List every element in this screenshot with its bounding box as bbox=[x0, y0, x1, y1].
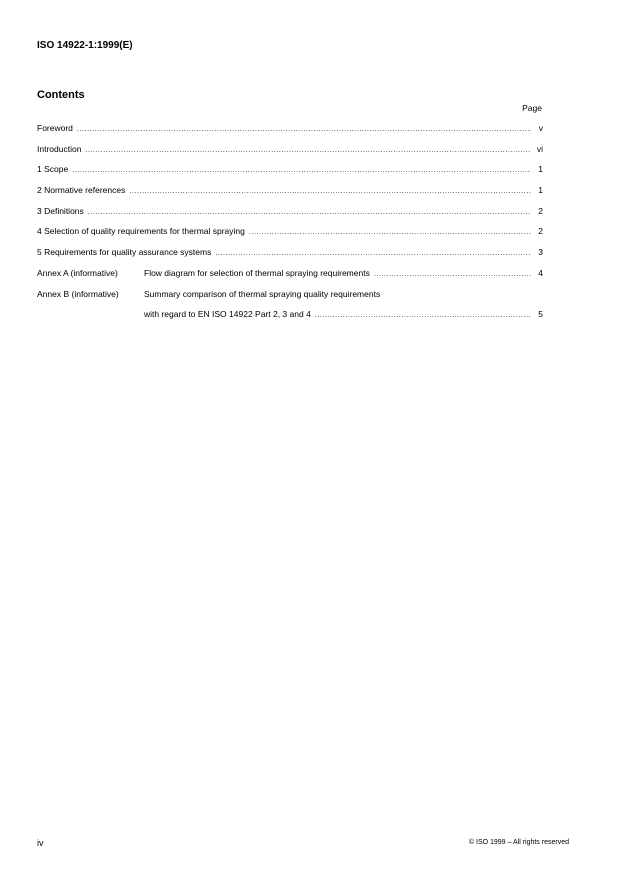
toc-entry-page: 3 bbox=[538, 247, 543, 258]
toc-entry-label bbox=[37, 289, 380, 299]
toc-entry-quality-assurance-systems[interactable] bbox=[37, 247, 543, 268]
annex-title: Summary comparison of thermal spraying quality requirements bbox=[144, 288, 381, 299]
table-of-contents bbox=[37, 123, 543, 330]
toc-entry-annex-a[interactable] bbox=[37, 268, 543, 289]
toc-entry-label: Foreword bbox=[37, 123, 73, 133]
dot-leader bbox=[88, 209, 531, 216]
toc-entry-annex-b-continued[interactable] bbox=[37, 309, 543, 330]
toc-entry-page: v bbox=[538, 123, 543, 133]
document-id: ISO 14922-1:1999(E) bbox=[37, 40, 133, 51]
toc-entry-label: 5 Requirements for quality assurance systems bbox=[37, 247, 212, 258]
contents-title: Contents bbox=[37, 89, 85, 101]
toc-entry-page: vi bbox=[536, 143, 543, 154]
toc-entry-page: 5 bbox=[538, 309, 543, 320]
footer-copyright: © ISO 1999 – All rights reserved bbox=[468, 839, 569, 846]
toc-entry-label bbox=[37, 268, 370, 278]
toc-entry-label: 2 Normative references bbox=[37, 185, 126, 196]
toc-entry-definitions[interactable] bbox=[37, 206, 543, 227]
toc-entry-selection-of-quality-requirements[interactable] bbox=[37, 226, 543, 247]
toc-entry-label: 4 Selection of quality requirements for thermal spraying bbox=[37, 226, 245, 237]
toc-entry-page: 1 bbox=[538, 164, 543, 175]
dot-leader bbox=[215, 250, 531, 257]
dot-leader bbox=[315, 312, 531, 319]
dot-leader bbox=[85, 147, 531, 154]
toc-entry-annex-b[interactable] bbox=[37, 289, 543, 310]
annex-title: Flow diagram for selection of thermal spraying requirements bbox=[144, 267, 370, 278]
toc-entry-label: Introduction bbox=[37, 143, 82, 154]
dot-leader bbox=[374, 271, 531, 278]
toc-entry-page: 2 bbox=[538, 226, 543, 237]
toc-entry-page: 2 bbox=[538, 205, 543, 216]
annex-title-continued: with regard to EN ISO 14922 Part 2, 3 and 4 bbox=[144, 309, 311, 320]
dot-leader bbox=[129, 188, 531, 195]
dot-leader bbox=[249, 229, 531, 236]
toc-entry-label: 1 Scope bbox=[37, 164, 69, 175]
footer-page-number: iv bbox=[37, 838, 44, 848]
toc-entry-foreword[interactable] bbox=[37, 123, 543, 144]
toc-entry-scope[interactable] bbox=[37, 164, 543, 185]
toc-entry-introduction[interactable] bbox=[37, 144, 543, 165]
annex-prefix: Annex A (informative) bbox=[37, 267, 118, 278]
toc-entry-page: 1 bbox=[538, 185, 543, 196]
annex-prefix: Annex B (informative) bbox=[37, 288, 119, 299]
page-column-label: Page bbox=[522, 103, 542, 113]
toc-entry-normative-references[interactable] bbox=[37, 185, 543, 206]
toc-entry-label: 3 Definitions bbox=[37, 205, 84, 216]
dot-leader bbox=[77, 126, 531, 133]
dot-leader bbox=[72, 167, 531, 174]
toc-entry-page: 4 bbox=[538, 267, 543, 278]
